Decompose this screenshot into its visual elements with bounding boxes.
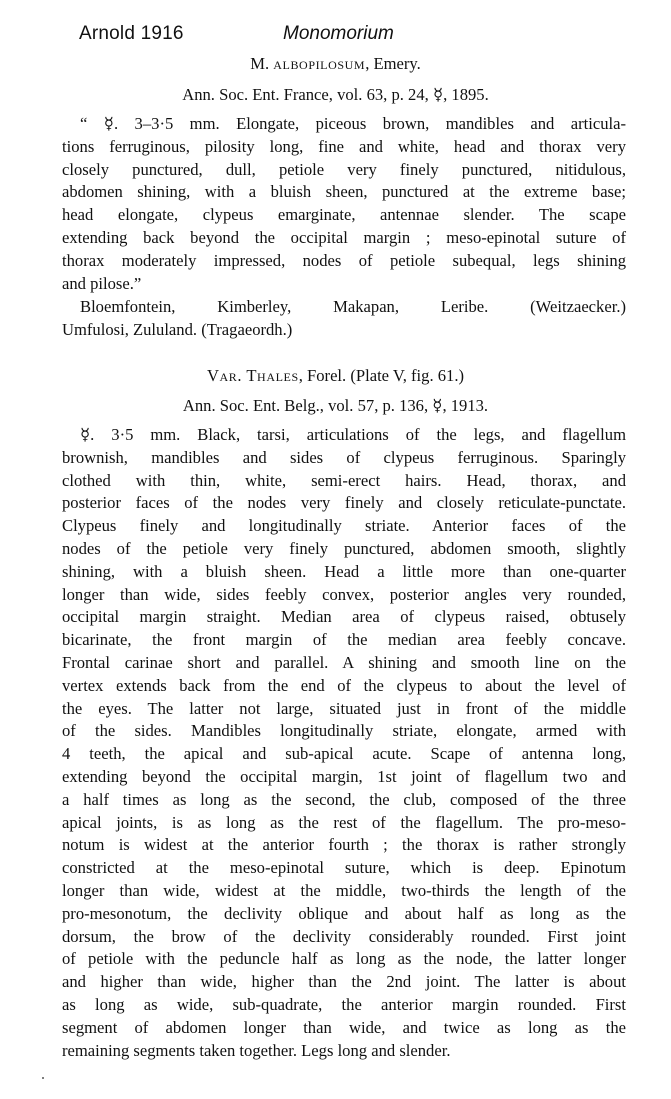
variety-description-line: nodes of the petiole very finely punctured, abdomen smooth, slightly bbox=[62, 539, 626, 558]
variety-title bbox=[0, 365, 671, 387]
variety-title-rest: , Forel. (Plate V, fig. 61.) bbox=[298, 366, 465, 385]
variety-description-line: pro-mesonotum, the declivity oblique and about half as long as the bbox=[62, 903, 626, 923]
header-genus: Monomorium bbox=[283, 23, 394, 44]
variety-description-line: as long as wide, sub-quadrate, the anterior margin rounded. First bbox=[62, 995, 626, 1014]
variety-description-line: bicarinate, the front margin of the median area feebly concave. bbox=[62, 630, 626, 650]
species-title-prefix: M. bbox=[250, 54, 270, 73]
variety-description-line: clothed with thin, white, semi-erect hairs. Head, thorax, and bbox=[62, 470, 626, 490]
header-author-year: Arnold 1916 bbox=[79, 23, 184, 44]
variety-description-line: ☿. 3·5 mm. Black, tarsi, articulations of the legs, and flagellum bbox=[80, 425, 626, 444]
variety-description-line: a half times as long as the second, the club, composed of the three bbox=[62, 789, 626, 809]
scan-speck bbox=[42, 1077, 44, 1079]
variety-description-line: brownish, mandibles and sides of clypeus ferruginous. Sparingly bbox=[62, 447, 626, 467]
variety-description-line: extending beyond the occipital margin, 1st joint of flagellum two and bbox=[62, 767, 626, 786]
variety-description-line: constricted at the meso-epinotal suture, which is deep. Epinotum bbox=[62, 858, 626, 878]
variety-description-line: 4 teeth, the apical and sub-apical acute. Scape of antenna long, bbox=[62, 744, 626, 764]
species-description-line: and pilose.” bbox=[62, 273, 142, 293]
variety-description-line: vertex extends back from the end of the clypeus to about the level of bbox=[62, 675, 626, 695]
variety-description-line: segment of abdomen longer than wide, and twice as long as the bbox=[62, 1017, 626, 1037]
species-citation: Ann. Soc. Ent. France, vol. 63, p. 24, ☿, 1895. bbox=[182, 85, 489, 104]
species-title-name: albopilosum bbox=[273, 54, 366, 73]
variety-description-line: dorsum, the brow of the declivity considerably rounded. First joint bbox=[62, 926, 626, 946]
variety-description-line: remaining segments taken together. Legs long and slender. bbox=[62, 1040, 451, 1060]
variety-citation: Ann. Soc. Ent. Belg., vol. 57, p. 136, ☿, 1913. bbox=[182, 396, 489, 415]
species-title-suffix: , Emery. bbox=[365, 54, 421, 73]
species-description-line: tions ferruginous, pilosity long, fine and white, head and thorax very bbox=[62, 136, 626, 156]
variety-description-line: shining, with a bluish sheen. Head a little more than one-quarter bbox=[62, 561, 626, 581]
variety-description-line: apical joints, is as long as the rest of the flagellum. The pro-meso- bbox=[62, 812, 626, 832]
variety-description-line: longer than wide, sides feebly convex, posterior angles very rounded, bbox=[62, 584, 626, 604]
variety-description-line: posterior faces of the nodes very finely and closely reticulate-punctate. bbox=[62, 493, 626, 513]
variety-description-line: longer than wide, widest at the middle, two-thirds the length of the bbox=[62, 881, 626, 900]
species-description-line: head elongate, clypeus emarginate, antennae slender. The scape bbox=[62, 205, 626, 225]
species-description-line: extending back beyond the occipital margin ; meso-epinotal suture of bbox=[62, 228, 626, 247]
species-description-line: “ ☿. 3–3·5 mm. Elongate, piceous brown, mandibles and articula- bbox=[80, 114, 626, 133]
species-description-line: thorax moderately impressed, nodes of petiole subequal, legs shining bbox=[62, 250, 626, 270]
species-localities-line: Bloemfontein, Kimberley, Makapan, Leribe. (Weitzaecker.) bbox=[80, 297, 626, 316]
variety-description-line: of petiole with the peduncle half as long as the node, the latter longer bbox=[62, 949, 626, 969]
species-title bbox=[0, 53, 671, 75]
variety-description-line: of the sides. Mandibles longitudinally striate, elongate, armed with bbox=[62, 721, 626, 741]
variety-description-line: Frontal carinae short and parallel. A shining and smooth line on the bbox=[62, 653, 626, 672]
species-localities-line: Umfulosi, Zululand. (Tragaeordh.) bbox=[62, 319, 293, 339]
variety-title-name: Thales bbox=[246, 366, 299, 385]
variety-description-line: occipital margin straight. Median area of clypeus raised, obtusely bbox=[62, 607, 626, 627]
species-description-line: abdomen shining, with a bluish sheen, punctured at the extreme base; bbox=[62, 182, 626, 202]
variety-description-line: notum is widest at the anterior fourth ; the thorax is rather strongly bbox=[62, 835, 626, 855]
variety-description-line: Clypeus finely and longitudinally striate. Anterior faces of the bbox=[62, 516, 626, 536]
species-description-line: closely punctured, dull, petiole very finely punctured, nitidulous, bbox=[62, 159, 626, 179]
variety-title-var: Var. bbox=[206, 366, 243, 385]
page-header bbox=[0, 21, 671, 49]
variety-description-line: the eyes. The latter not large, situated just in front of the middle bbox=[62, 698, 626, 718]
variety-description-line: and higher than wide, higher than the 2nd joint. The latter is about bbox=[62, 972, 626, 992]
